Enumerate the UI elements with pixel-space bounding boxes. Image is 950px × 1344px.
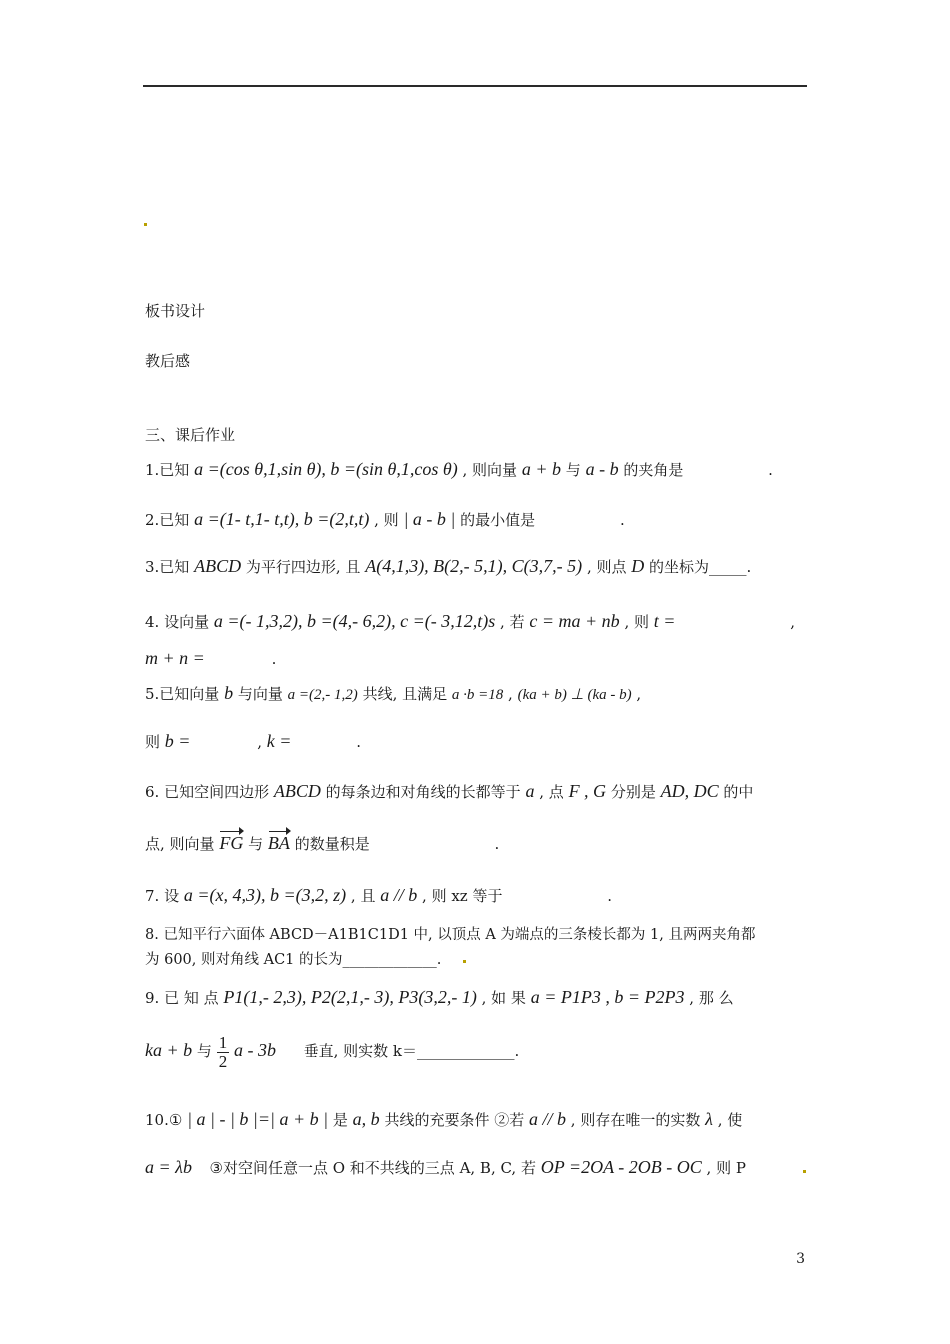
question-10-cont: a = λb ③对空间任意一点 O 和不共线的三点 A, B, C, 若 OP =2OA - 2OB - OC , 则 P [145,1157,746,1177]
fraction-half: $\frac{1}{2}$ [218,1032,228,1071]
question-9: 9. 已 知 点 P1(1,- 2,3), P2(2,1,- 3), P3(3,2,- 1) , 如 果 a = P1P3 , b = P2P3 , 那 么 [145,987,734,1007]
reflection-label: 教后感 [145,352,191,370]
vector-fg: FG [219,833,244,853]
homework-heading: 三、课后作业 [145,426,236,444]
stray-mark [803,1170,806,1173]
page-number: 3 [796,1251,805,1267]
stray-mark [144,223,147,226]
q1-vectors: a =(cos θ,1,sin θ), b =(sin θ,1,cos θ) [194,459,458,479]
question-8: 8. 已知平行六面体 ABCD－A1B1C1D1 中, 以顶点 A 为端点的三条棱长都为 1, 且两两夹角都 [145,927,756,943]
question-6-cont: 点, 则向量 FG 与 BA 的数量积是 . [145,833,500,853]
question-6: 6. 已知空间四边形 ABCD 的每条边和对角线的长都等于 a , 点 F , G 分别是 AD, DC 的中 [145,781,754,801]
question-4-cont: m + n = . [145,648,277,668]
question-10: 10.① | a | - | b |=| a + b | 是 a, b 共线的充要条件 ②若 a // b , 则存在唯一的实数 λ , 使 [145,1109,743,1129]
question-7: 7. 设 a =(x, 4,3), b =(3,2, z) , 且 a // b , 则 xz 等于 . [145,885,613,905]
question-4: 4. 设向量 a =(- 1,3,2), b =(4,- 6,2), c =(- 3,12,t)s , 若 c = ma + nb , 则 t = , [145,611,795,631]
header-rule [143,85,807,87]
question-8-cont: 为 600, 则对角线 AC1 的长为_____________. [145,952,442,968]
question-9-cont: ka + b 与 $\frac{1}{2}$ a - 3b 垂直, 则实数 k＝_____________. [145,1032,520,1071]
question-2: 2.已知 a =(1- t,1- t,t), b =(2,t,t) , 则 | a - b | 的最小值是 . [145,509,625,529]
question-5: 5.已知向量 b 与向量 a =(2,- 1,2) 共线, 且满足 a ·b =18 , (ka + b) ⊥ (ka - b) , [145,683,642,703]
stray-mark [463,960,466,963]
question-5-cont: 则 b = , k = . [145,731,361,751]
board-design-label: 板书设计 [145,302,206,320]
question-1: 1.已知 a =(cos θ,1,sin θ), b =(sin θ,1,cos θ) , 则向量 a + b 与 a - b 的夹角是 . [145,459,773,479]
question-3: 3.已知 ABCD 为平行四边形, 且 A(4,1,3), B(2,- 5,1), C(3,7,- 5) , 则点 D 的坐标为_____. [145,556,752,576]
vector-ba: BA [267,833,290,853]
